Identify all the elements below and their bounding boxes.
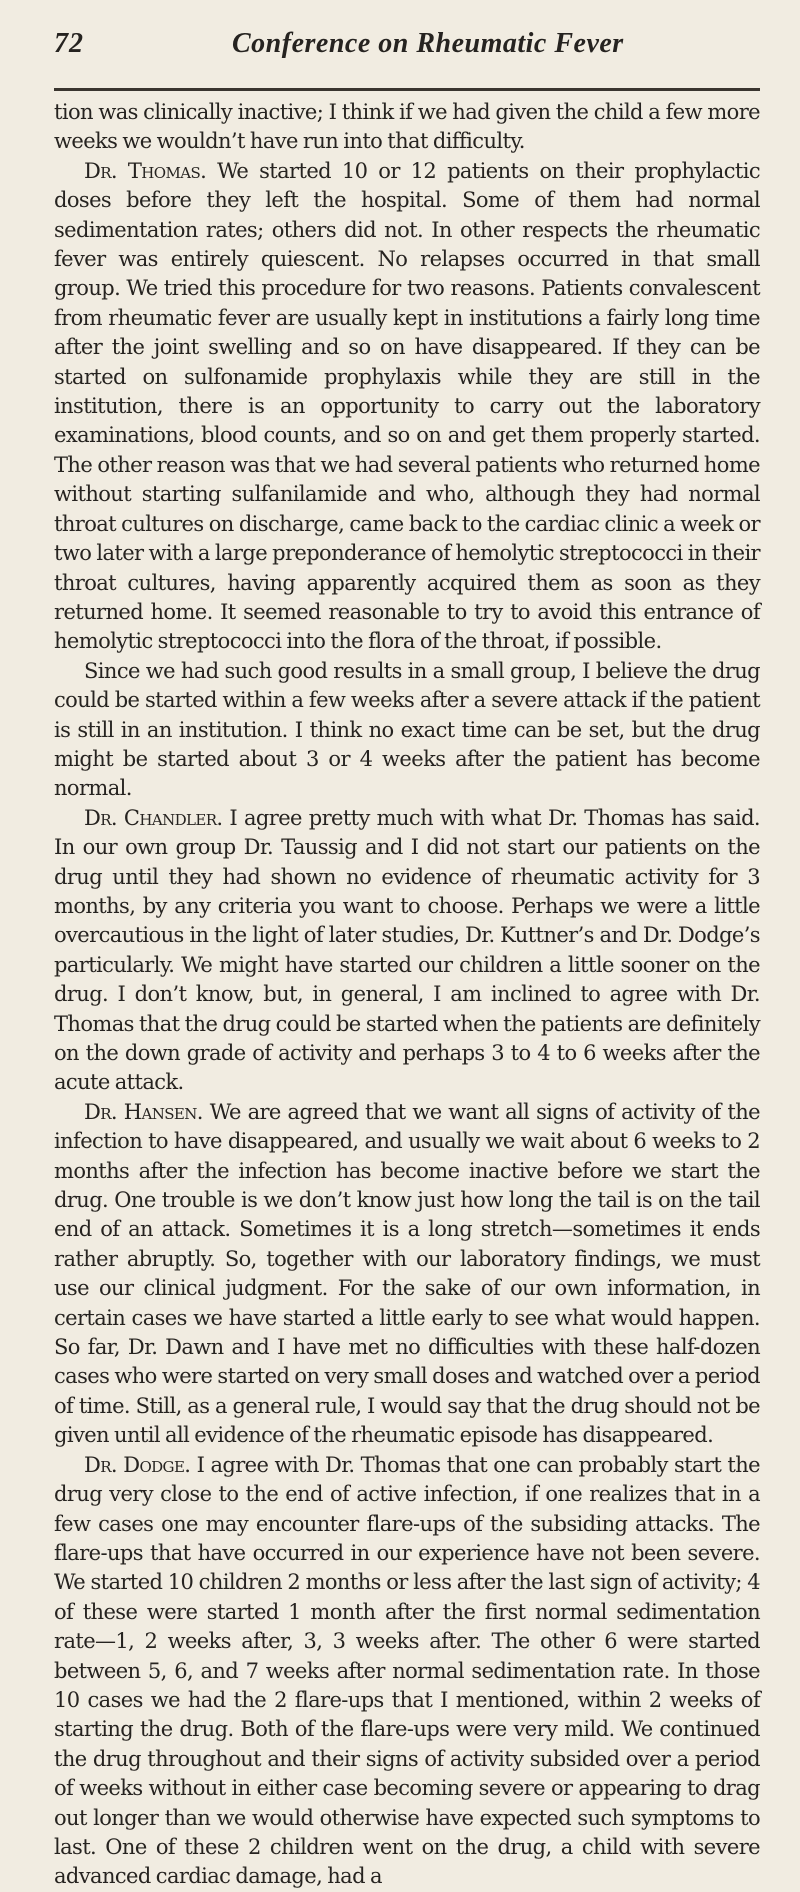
paragraph-text: Since we had such good results in a small group, I believe the drug could be started within a few weeks after a severe attack if the patient is still in an institution. I think no exact time can be set, but the drug might be started about 3 or 4 weeks after the patient has become normal. (54, 658, 760, 801)
paragraph-text: We started 10 or 12 patients on their prophylactic doses before they left the hospital. Some of them had normal sedimentation rates; others did not. In other respects the rheumatic fever was entirely quiescent. No relapses occurred in that small group. We tried this procedure for two reasons. Patients convalescent from rheumatic fever are usually kept in institutions a fairly long time after the joint swelling and so on have disappeared. If they can be started on sulfonamide prophylaxis while they are still in the institution, there is an opportunity to carry out the laboratory examinations, blood counts, and so on and get them properly started. The other reason was that we had several patients who returned home without starting sulfanilamide and who, although they had normal throat cultures on discharge, came back to the cardiac clinic a week or two later with a large preponderance of hemolytic streptococci in their throat cultures, having apparently acquired them as soon as they returned home. It seemed reasonable to try to avoid this entrance of hemolytic streptococci into the flora of the throat, if possible. (54, 158, 760, 654)
paragraph-dr-chandler (54, 804, 760, 1098)
paragraph-dr-thomas-cont (54, 657, 760, 804)
page-number: 72 (54, 28, 84, 59)
speaker-name: Dr. Thomas. (84, 158, 207, 183)
paragraph-dr-dodge (54, 1451, 760, 1892)
body-text (54, 98, 760, 1892)
header-rule (54, 88, 760, 91)
paragraph-text: I agree pretty much with what Dr. Thomas has said. In our own group Dr. Taussig and I did not start our patients on the drug until they had shown no evidence of rheumatic activity for 3 months, by any criteria you want to choose. Perhaps we were a little overcautious in the light of later studies, Dr. Kuttner’s and Dr. Dodge’s particularly. We might have started our children a little sooner on the drug. I don’t know, but, in general, I am inclined to agree with Dr. Thomas that the drug could be started when the patients are definitely on the down grade of activity and perhaps 3 to 4 to 6 weeks after the acute attack. (54, 805, 760, 1095)
speaker-name: Dr. Hansen. (84, 1099, 203, 1124)
paragraph-text: I agree with Dr. Thomas that one can probably start the drug very close to the end of active infection, if one realizes that in a few cases one may encounter flare-ups of the subsiding attacks. The flare-ups that have occurred in our experience have not been severe. We started 10 children 2 months or less after the last sign of activity; 4 of these were started 1 month after the first normal sedimentation rate—1, 2 weeks after, 3, 3 weeks after. The other 6 were started between 5, 6, and 7 weeks after normal sedimentation rate. In those 10 cases we had the 2 flare-ups that I mentioned, within 2 weeks of starting the drug. Both of the flare-ups were very mild. We continued the drug throughout and their signs of activity subsided over a period of weeks without in either case becoming severe or appearing to drag out longer than we would otherwise have expected such symptoms to last. One of these 2 children went on the drug, a child with severe advanced cardiac damage, had a (54, 1452, 761, 1889)
journal-title: Conference on Rheumatic Fever (232, 28, 624, 59)
paragraph-text: tion was clinically inactive; I think if we had given the child a few more weeks we wouldn’t have run into that difficulty. (54, 100, 760, 154)
running-head (54, 28, 760, 68)
paragraph-dr-thomas (54, 157, 760, 657)
speaker-name: Dr. Dodge. (84, 1452, 191, 1477)
paragraph-dr-hansen (54, 1098, 760, 1451)
paragraph-continuation (54, 98, 760, 157)
speaker-name: Dr. Chandler. (84, 805, 223, 830)
paragraph-text: We are agreed that we want all signs of activity of the infection to have disappeared, and usually we wait about 6 weeks to 2 months after the infection has become inactive before we start the drug. One trouble is we don’t know just how long the tail is on the tail end of an attack. Sometimes it is a long stretch—sometimes it ends rather abruptly. So, together with our laboratory findings, we must use our clinical judgment. For the sake of our own information, in certain cases we have started a little early to see what would happen. So far, Dr. Dawn and I have met no difficulties with these half-dozen cases who were started on very small doses and watched over a period of time. Still, as a general rule, I would say that the drug should not be given until all evidence of the rheumatic episode has disappeared. (54, 1099, 760, 1448)
